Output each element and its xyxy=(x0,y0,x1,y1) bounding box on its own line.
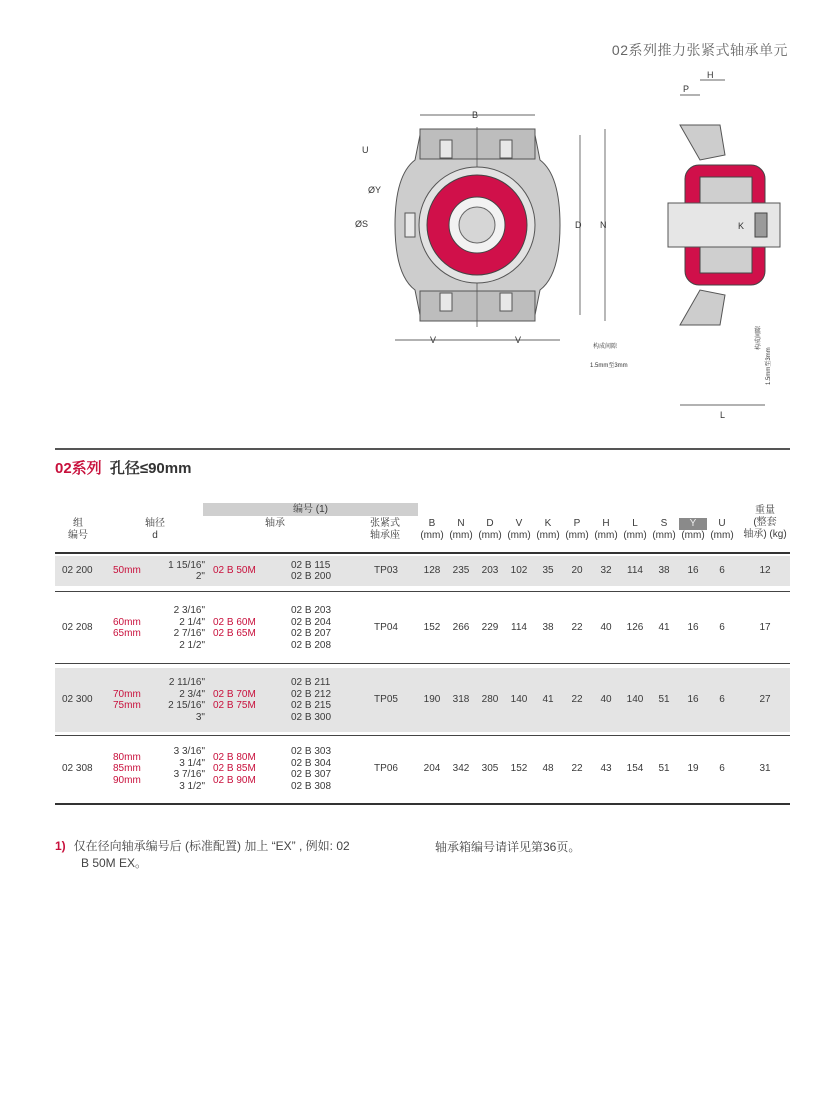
row-dim-Y: 16 xyxy=(687,565,699,576)
row-group-code: 02 208 xyxy=(62,622,93,633)
header-dim-unit: (mm) xyxy=(536,530,560,541)
row-bearing-imperial: 02 B 303 02 B 304 02 B 307 02 B 308 xyxy=(291,746,332,792)
header-dim-key: H xyxy=(602,518,610,529)
front-view-drawing xyxy=(355,110,607,345)
row-housing: TP05 xyxy=(374,694,398,705)
code-band-header: 编号 (1) xyxy=(203,503,418,516)
row-bearing-metric: 02 B 80M 02 B 85M 02 B 90M xyxy=(213,751,256,786)
row-weight: 31 xyxy=(759,763,771,774)
row-dim-K: 35 xyxy=(542,565,554,576)
row-shaft-imperial: 1 15/16" 2" xyxy=(168,559,205,582)
table-bottom-rule xyxy=(55,803,790,805)
header-dim-unit: (mm) xyxy=(623,530,647,541)
header-dim-K xyxy=(534,518,562,542)
header-dim-key: U xyxy=(718,518,726,529)
header-bearing: 轴承 xyxy=(265,518,285,529)
row-shaft-imperial: 2 11/16" 2 3/4" 2 15/16" 3" xyxy=(168,677,205,723)
row-dim-H: 40 xyxy=(600,694,612,705)
row-dim-D: 203 xyxy=(481,565,499,576)
header-dim-unit: (mm) xyxy=(710,530,734,541)
row-dim-P: 20 xyxy=(571,565,583,576)
footnote-left xyxy=(55,838,350,872)
dim-B-label: B xyxy=(472,110,479,120)
header-dim-unit: (mm) xyxy=(420,530,444,541)
footnote-mark: 1) xyxy=(55,839,66,853)
row-bearing-imperial: 02 B 211 02 B 212 02 B 215 02 B 300 xyxy=(291,677,332,723)
header-weight: 重量 (整套 轴承) (kg) xyxy=(743,505,787,540)
header-dim-key: Y xyxy=(679,518,707,530)
row-dim-D: 280 xyxy=(481,694,499,705)
row-dim-N: 235 xyxy=(452,565,470,576)
row-bearing-metric: 02 B 50M xyxy=(213,565,256,577)
row-dim-N: 342 xyxy=(452,763,470,774)
header-dim-key: K xyxy=(544,518,552,529)
header-dim-key: L xyxy=(632,518,638,529)
row-dim-L: 154 xyxy=(626,763,644,774)
row-shaft-metric: 80mm 85mm 90mm xyxy=(113,751,141,786)
side-view-drawing xyxy=(590,70,780,420)
header-rule xyxy=(55,552,790,554)
clearance-note-title: 构成间隙 xyxy=(593,344,618,350)
table-row-divider xyxy=(55,735,790,736)
row-dim-V: 114 xyxy=(511,622,527,633)
header-dim-H xyxy=(592,518,620,542)
footnote-line-2: B 50M EX。 xyxy=(81,856,148,870)
row-dim-B: 204 xyxy=(423,763,441,774)
header-dim-D xyxy=(476,518,504,542)
row-dim-N: 266 xyxy=(452,622,470,633)
row-housing: TP03 xyxy=(374,565,398,576)
row-bearing-imperial: 02 B 203 02 B 204 02 B 207 02 B 208 xyxy=(291,605,332,651)
dim-H-label: H xyxy=(707,70,714,80)
section-series: 02系列 xyxy=(55,460,102,477)
row-dim-L: 140 xyxy=(626,694,644,705)
row-dim-P: 22 xyxy=(571,694,583,705)
section-divider xyxy=(55,448,790,450)
row-bearing-metric: 02 B 70M 02 B 75M xyxy=(213,688,256,711)
row-shaft-metric: 50mm xyxy=(113,565,141,577)
row-dim-U: 6 xyxy=(719,763,725,774)
dim-U-label: U xyxy=(362,145,369,155)
dim-P-label: P xyxy=(683,84,690,94)
technical-drawings xyxy=(350,65,810,435)
row-dim-S: 51 xyxy=(658,763,670,774)
row-shaft-metric: 70mm 75mm xyxy=(113,688,141,711)
row-dim-U: 6 xyxy=(719,622,725,633)
row-dim-L: 114 xyxy=(627,565,643,576)
row-dim-B: 190 xyxy=(423,694,441,705)
table-row-divider xyxy=(55,663,790,664)
row-dim-U: 6 xyxy=(719,694,725,705)
header-housing: 张紧式 轴承座 xyxy=(370,518,400,541)
header-dim-key: B xyxy=(428,518,436,529)
vertical-note-1: 构成间隙 xyxy=(756,325,762,350)
header-dim-unit: (mm) xyxy=(594,530,618,541)
row-dim-K: 38 xyxy=(542,622,554,633)
header-dim-B xyxy=(418,518,446,542)
header-dim-Y xyxy=(679,518,707,542)
row-dim-B: 128 xyxy=(423,565,441,576)
row-housing: TP06 xyxy=(374,763,398,774)
row-dim-Y: 16 xyxy=(687,622,699,633)
header-dim-unit: (mm) xyxy=(449,530,473,541)
row-shaft-imperial: 2 3/16" 2 1/4" 2 7/16" 2 1/2" xyxy=(173,605,205,651)
dim-K-label: K xyxy=(738,221,745,231)
header-dim-key: V xyxy=(515,518,523,529)
row-dim-Y: 16 xyxy=(687,694,699,705)
row-weight: 17 xyxy=(759,622,771,633)
dim-D-label: D xyxy=(575,220,582,230)
header-dim-unit: (mm) xyxy=(478,530,502,541)
row-dim-S: 41 xyxy=(658,622,670,633)
row-dim-H: 43 xyxy=(600,763,612,774)
header-dim-V xyxy=(505,518,533,542)
row-dim-D: 305 xyxy=(481,763,499,774)
header-dim-unit: (mm) xyxy=(507,530,531,541)
vertical-note-2: 1.5mm至3mm xyxy=(766,347,772,385)
row-group-code: 02 200 xyxy=(62,565,93,576)
dim-V-right-label: V xyxy=(515,335,522,345)
header-shaft: 轴径 d xyxy=(145,518,165,541)
row-group-code: 02 308 xyxy=(62,763,93,774)
header-dim-S xyxy=(650,518,678,542)
row-bearing-imperial: 02 B 115 02 B 200 xyxy=(291,559,332,582)
header-dim-U xyxy=(708,518,736,542)
header-dim-key: S xyxy=(660,518,668,529)
row-dim-L: 126 xyxy=(626,622,644,633)
dim-N-label: N xyxy=(600,220,607,230)
row-dim-V: 102 xyxy=(510,565,528,576)
bearing-drawing-svg xyxy=(350,65,810,435)
section-title xyxy=(55,457,191,478)
row-dim-B: 152 xyxy=(423,622,441,633)
footnote-right: 轴承箱编号请详见第36页。 xyxy=(435,840,581,854)
header-group: 组 编号 xyxy=(68,518,88,541)
row-weight: 27 xyxy=(759,694,771,705)
header-dim-unit: (mm) xyxy=(652,530,676,541)
row-dim-K: 41 xyxy=(542,694,554,705)
row-dim-N: 318 xyxy=(452,694,470,705)
row-dim-D: 229 xyxy=(481,622,499,633)
header-dim-L xyxy=(621,518,649,542)
row-dim-P: 22 xyxy=(571,763,583,774)
header-dim-key: D xyxy=(486,518,494,529)
row-weight: 12 xyxy=(759,565,771,576)
header-dim-unit: (mm) xyxy=(681,530,705,541)
row-dim-V: 152 xyxy=(510,763,528,774)
page-header-title: 02系列推力张紧式轴承单元 xyxy=(611,42,788,58)
header-dim-P xyxy=(563,518,591,542)
dim-L-label: L xyxy=(720,410,726,420)
row-shaft-metric: 60mm 65mm xyxy=(113,616,141,639)
row-housing: TP04 xyxy=(374,622,398,633)
section-bore: 孔径≤90mm xyxy=(109,460,192,477)
dim-S-label: ØS xyxy=(355,219,369,229)
dim-Y-label: ØY xyxy=(368,185,382,195)
clearance-note-value: 1.5mm至3mm xyxy=(590,363,628,369)
row-dim-S: 51 xyxy=(658,694,670,705)
row-dim-H: 40 xyxy=(600,622,612,633)
row-dim-Y: 19 xyxy=(687,763,699,774)
header-dim-key: P xyxy=(573,518,581,529)
header-dim-key: N xyxy=(457,518,465,529)
row-dim-H: 32 xyxy=(600,565,612,576)
row-shaft-imperial: 3 3/16" 3 1/4" 3 7/16" 3 1/2" xyxy=(173,746,205,792)
row-dim-U: 6 xyxy=(719,565,725,576)
header-dim-N xyxy=(447,518,475,542)
table-row-divider xyxy=(55,591,790,592)
row-dim-V: 140 xyxy=(510,694,528,705)
row-dim-S: 38 xyxy=(658,565,670,576)
row-bearing-metric: 02 B 60M 02 B 65M xyxy=(213,616,256,639)
header-dim-unit: (mm) xyxy=(565,530,589,541)
row-dim-P: 22 xyxy=(571,622,583,633)
row-group-code: 02 300 xyxy=(62,694,93,705)
dim-V-left-label: V xyxy=(430,335,437,345)
footnote-line-1: 仅在径向轴承编号后 (标准配置) 加上 “EX” , 例如: 02 xyxy=(73,839,350,853)
row-dim-K: 48 xyxy=(542,763,554,774)
